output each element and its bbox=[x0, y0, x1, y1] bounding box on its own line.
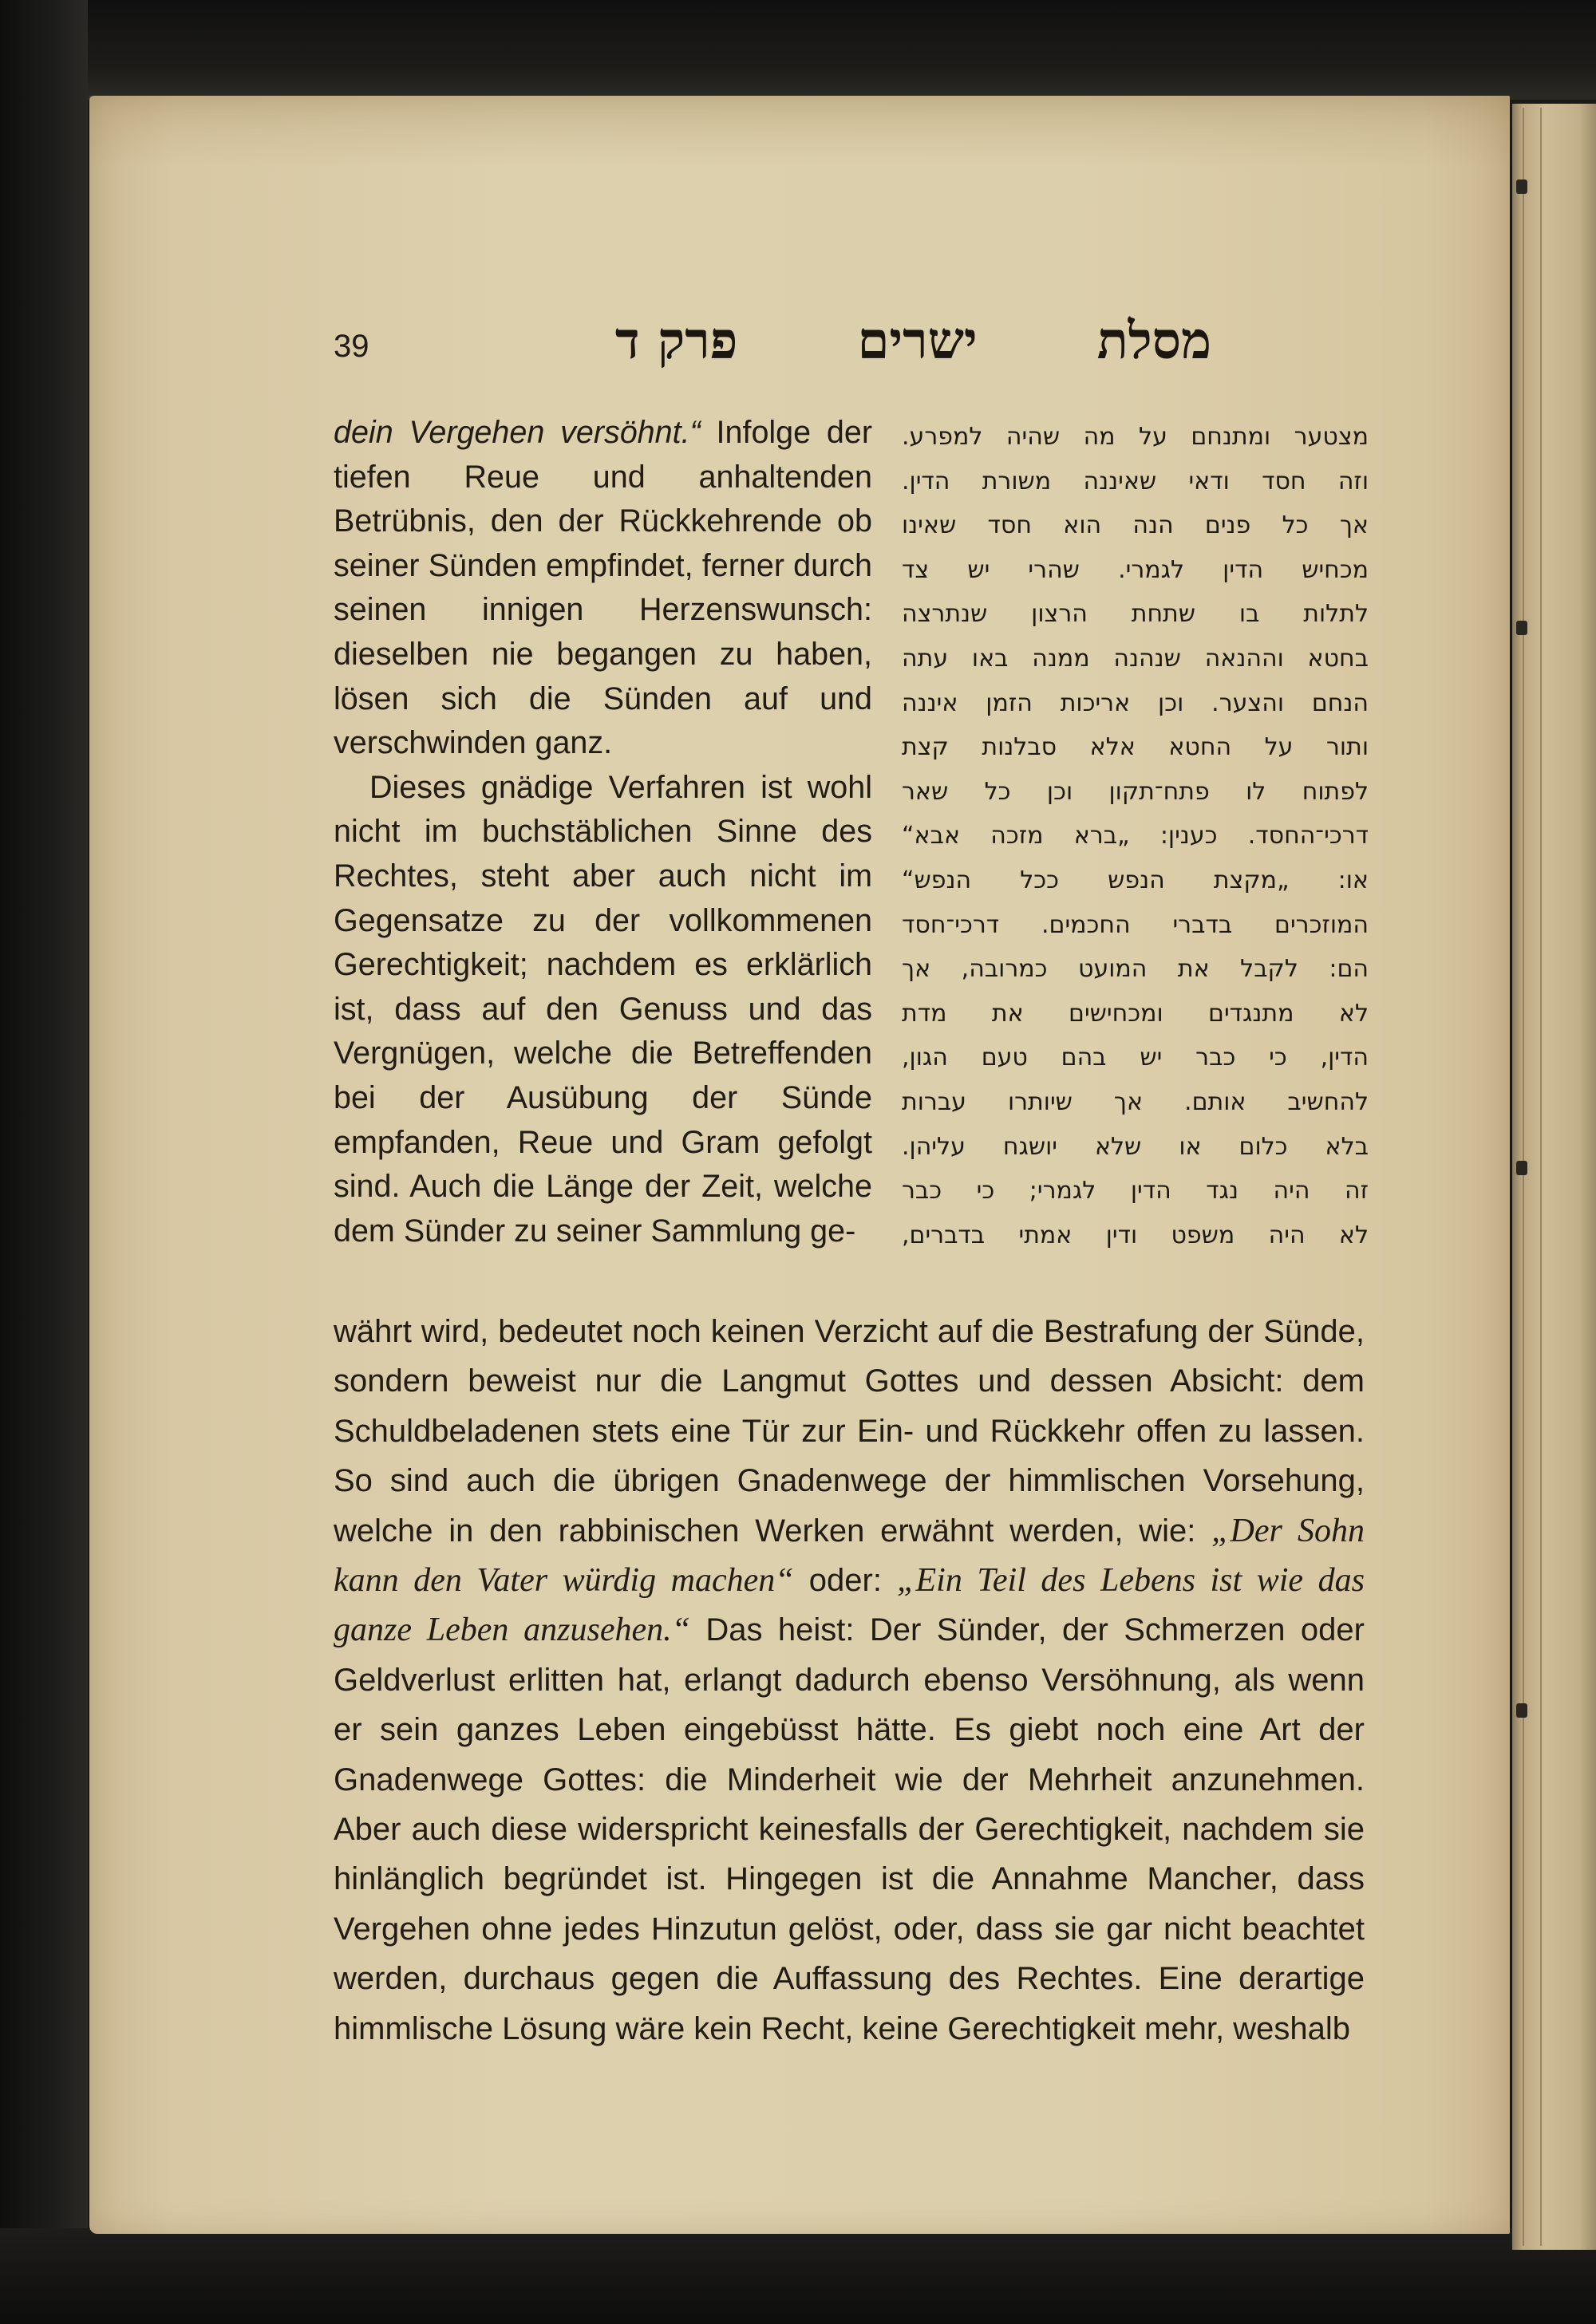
page-shading bbox=[89, 96, 1510, 168]
hebrew-line: הם: לקבל את המועט כמרובה, אך bbox=[902, 955, 1369, 984]
title-chapter: פרק ד bbox=[614, 311, 738, 371]
hebrew-line: לפתוח לו פתח־תקון וכן כל שאר bbox=[902, 777, 1369, 806]
hebrew-line: לא היה משפט ודין אמתי בדברים, bbox=[902, 1221, 1369, 1249]
running-head bbox=[334, 311, 1211, 391]
german-paragraph bbox=[334, 411, 872, 766]
german-paragraph bbox=[334, 1307, 1365, 2054]
title-word: מסלת bbox=[1096, 311, 1211, 371]
text-run: Dieses gnädige Verfahren ist wohl nicht im buchstäblichen Sinne des Rechtes, steht aber auch nicht im Gegensatze zu der vollkommenen Gerechtigkeit; nachdem es erklärlich ist, dass auf den Genuss und das Vergnügen, welche die Betreffenden bei der Ausübung der Sünde empfanden, Reue und Gram gefolgt sind. Auch die Länge der Zeit, welche dem Sünder zu seiner Sammlung ge- bbox=[334, 769, 872, 1249]
hebrew-line: זה היה נגד הדין לגמרי; כי כבר bbox=[902, 1177, 1369, 1205]
binding-tab bbox=[1516, 180, 1527, 194]
hebrew-line: דרכי־החסד. כענין: „ברא מזכה אבא“ bbox=[902, 822, 1369, 850]
italic-quote: „Ein Teil des Lebens ist wie das ganze Leben anzusehen.“ bbox=[334, 1562, 1365, 1649]
next-pages-edge bbox=[1512, 104, 1596, 2250]
page-edge-line bbox=[1523, 108, 1524, 2246]
german-paragraph bbox=[334, 766, 872, 1254]
italic-quote: dein Vergehen versöhnt.“ bbox=[334, 415, 701, 450]
hebrew-line: אך כל פנים הנה הוא חסד שאינו bbox=[902, 511, 1369, 540]
hebrew-line: מצטער ומתנחם על מה שהיה למפרע. bbox=[902, 423, 1369, 451]
binding-tab bbox=[1516, 1161, 1527, 1175]
hebrew-line: או: „מקצת הנפש ככל הנפש“ bbox=[902, 866, 1369, 894]
page-edge-line bbox=[1540, 108, 1542, 2246]
text-run: Infolge der tiefen Reue und anhaltenden Betrübnis, den der Rückkehrende ob seiner Sünden empfindet, ferner durch seinen innigen Herzenswunsch: dieselben nie begangen zu haben, lösen sich die Sünden auf und verschwinden ganz. bbox=[334, 415, 872, 761]
text-run: währt wird, bedeutet noch keinen Verzicht auf die Bestrafung der Sünde, sondern beweist nur die Langmut Gottes und dessen Absicht: dem Schuldbeladenen stets eine Tür zur Ein- und Rückkehr offen zu lassen. So sind auch die übrigen Gnadenwege der himmlischen Vorsehung, welche in den rabbinischen Werken erwähnt werden, wie: bbox=[334, 1314, 1365, 1549]
hebrew-line: לא מתנגדים ומכחישים את מדת bbox=[902, 999, 1369, 1028]
italic-quote: „Der Sohn kann den Vater würdig machen“ bbox=[334, 1512, 1365, 1600]
binding-tab bbox=[1516, 621, 1527, 635]
hebrew-line: המוזכרים בדברי החכמים. דרכי־חסד bbox=[902, 910, 1369, 939]
text-run: Das heist: Der Sünder, der Schmerzen oder Geldverlust erlitten hat, erlangt dadurch ebenso Versöhnung, als wenn er sein ganzes Leben eingebüsst hätte. Es giebt noch eine Art der Gnadenwege Gottes: die Minderheit wie der Mehrheit anzunehmen. Aber auch diese widerspricht keinesfalls der Gerechtigkeit, nachdem sie hinlänglich begründet ist. Hingegen ist die Annahme Mancher, dass Vergehen ohne jedes Hinzutun gelöst, oder, dass sie gar nicht beachtet werden, durchaus gegen die Auffassung des Rechtes. Eine derartige himmlische Lösung wäre kein Recht, keine Gerechtigkeit mehr, weshalb bbox=[334, 1612, 1365, 2046]
hebrew-line: ותור על החטא אלא סבלנות קצת bbox=[902, 733, 1369, 762]
hebrew-line: בחטא וההנאה שנהנה ממנה באו עתה bbox=[902, 644, 1369, 673]
hebrew-running-title bbox=[615, 311, 1211, 371]
hebrew-line: הנחם והצער. וכן אריכות הזמן איננה bbox=[902, 689, 1369, 717]
text-run: oder: bbox=[793, 1563, 898, 1599]
hebrew-line: בלא כלום או שלא יושגח עליהן. bbox=[902, 1132, 1369, 1161]
hebrew-line: הדין, כי כבר יש בהם טעם הגון, bbox=[902, 1044, 1369, 1072]
binding-tab bbox=[1516, 1703, 1527, 1718]
book-cover-left bbox=[0, 0, 88, 2324]
page-number: 39 bbox=[334, 329, 369, 364]
german-full-width-text bbox=[334, 1307, 1365, 2054]
book-cover-top bbox=[0, 0, 1596, 100]
german-translation-column bbox=[334, 411, 872, 1253]
hebrew-line: לתלות בו שתחת הרצון שנתרצה bbox=[902, 600, 1369, 629]
hebrew-line: מכחיש הדין לגמרי. שהרי יש צד bbox=[902, 555, 1369, 584]
hebrew-text-column bbox=[902, 415, 1369, 1257]
book-cover-bottom bbox=[0, 2228, 1596, 2324]
hebrew-line: וזה חסד ודאי שאיננה משורת הדין. bbox=[902, 467, 1369, 495]
title-word: ישרים bbox=[857, 311, 978, 371]
hebrew-line: להחשיב אותם. אך שיותרו עברות bbox=[902, 1087, 1369, 1116]
